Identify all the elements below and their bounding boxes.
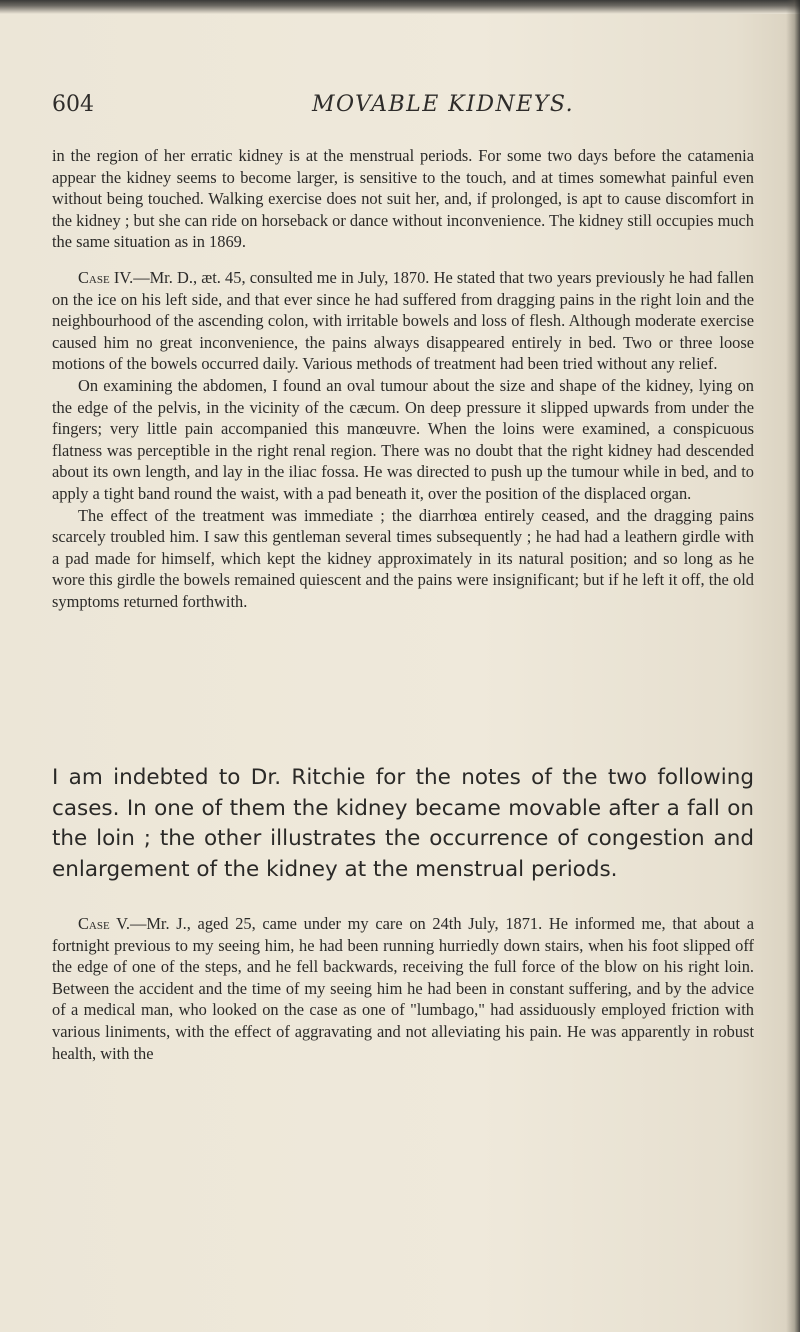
paragraph-case-v (52, 913, 754, 1064)
paragraph-1: in the region of her erratic kidney is at the menstrual periods. For some two days before the catamenia appear the kidney seems to become larger, is sensitive to the touch, and at times somewhat painful even without being touched. Walking exercise does not suit her, and, if prolonged, is apt to cause discomfort in the kidney ; but she can ride on horseback or dance without inconvenience. The kidney still occupies much the same situation as in 1869. (52, 146, 754, 252)
case-v-text-block (52, 913, 754, 1064)
case-v-text: —Mr. J., aged 25, came under my care on 24th July, 1871. He informed me, that about a fortnight previous to my seeing him, he had been running hurriedly down stairs, when his foot slipped off the edge of one of the steps, and he fell backwards, receiving the full force of the blow on his right loin. Between the accident and the time of my seeing him he had been in constant suffering, and by the advice of a medical man, who looked on the case as one of "lumbago," had assiduously employed friction with various liniments, with the effect of aggravating and not alleviating his pain. He was apparently in robust health, with the (52, 914, 754, 1063)
scan-top-shadow (0, 0, 800, 14)
page-header (52, 90, 752, 130)
page-right-edge (786, 0, 800, 1332)
paragraph-case-iv (52, 267, 754, 375)
case-iv-text: —Mr. D., æt. 45, consulted me in July, 1870. He stated that two years previously he had fallen on the ice on his left side, and that ever since he had suffered from dragging pains in the right loin and the neighbourhood of the ascending colon, with irritable bowels and loss of flesh. Although moderate exercise caused him no great inconvenience, the pains always disappeared entirely in bed. Two or three loose motions of the bowels occurred daily. Various methods of treatment had been tried without any relief. (52, 267, 754, 374)
page-number: 604 (52, 92, 94, 117)
case-v-label: Case V. (78, 914, 130, 933)
case-iv-label: Case IV. (78, 267, 134, 287)
paragraph-examination: On examining the abdomen, I found an oval tumour about the size and shape of the kidney, lying on the edge of the pelvis, in the vicinity of the cæcum. On deep pressure it slipped upwards from under the fingers; very little pain accompanied this manœuvre. When the loins were examined, a conspicuous flatness was perceptible in the right renal region. There was no doubt that the right kidney had descended about its own length, and lay in the iliac fossa. He was directed to push up the tumour while in bed, and to apply a tight band round the waist, with a pad beneath it, over the position of the displaced organ. (52, 375, 754, 503)
running-title: MOVABLE KIDNEYS. (312, 92, 575, 117)
main-text (52, 145, 754, 612)
paragraph-treatment-effect: The effect of the treatment was immediate ; the diarrhœa entirely ceased, and the dragging pains scarcely troubled him. I saw this gentleman several times subsequently ; he had had a leathern girdle with a pad made for himself, which kept the kidney approximately in its natural position; and so long as he wore this girdle the bowels remained quiescent and the pains were insignificant; but if he left it off, the old symptoms returned forthwith. (52, 505, 754, 611)
ritchie-notice: I am indebted to Dr. Ritchie for the notes of the two following cases. In one of them the kidney became movable after a fall on the loin ; the other illustrates the occurrence of congestion and enlargement of the kidney at the menstrual periods. (52, 765, 754, 882)
